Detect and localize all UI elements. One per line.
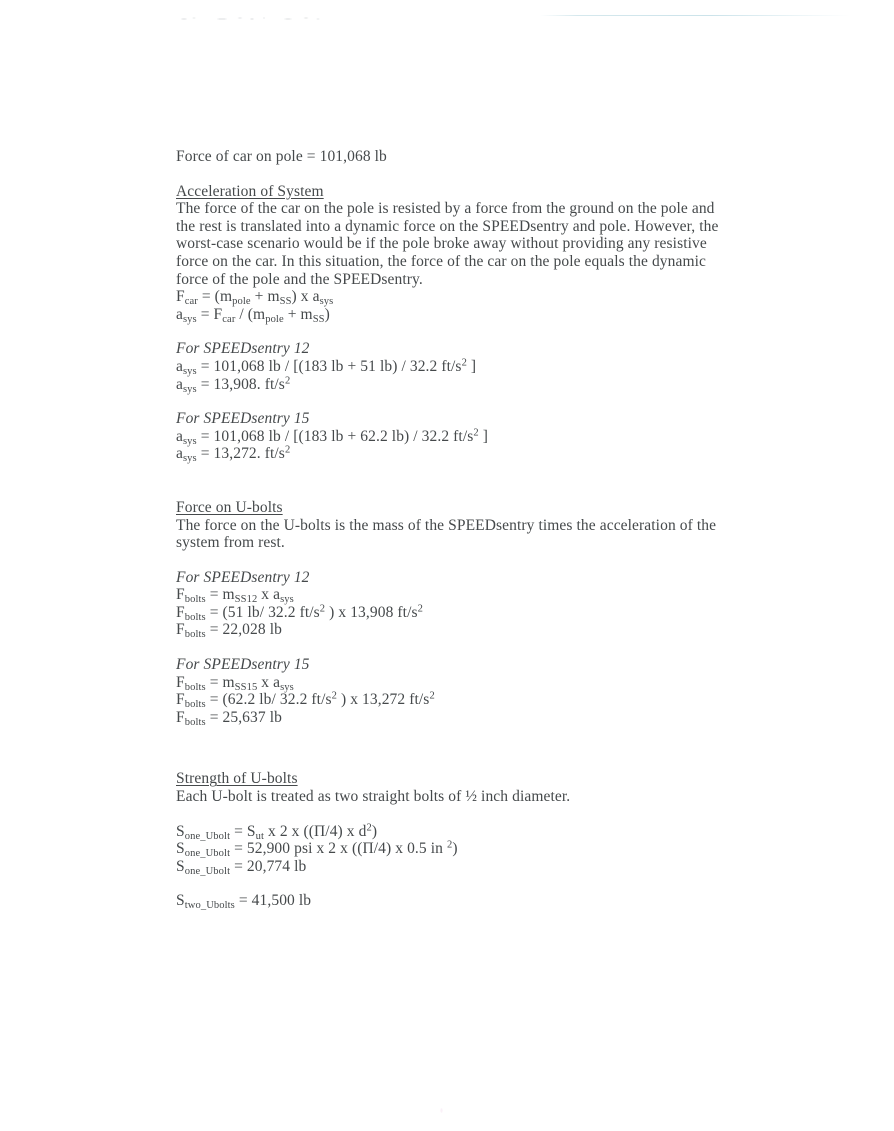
equation-s-one-ubolt-general [176, 823, 736, 841]
eq-text: x 2 x ((Π/4) x d [264, 822, 367, 840]
section-strength-of-u-bolts [176, 770, 736, 910]
scan-artifact-line [540, 15, 850, 16]
eq-subscript: sys [280, 594, 294, 606]
equation-f-bolts-ss15-expanded [176, 691, 736, 709]
eq-text: ) [452, 840, 458, 858]
eq-subscript: two_Ubolts [184, 900, 235, 912]
eq-symbol: F [176, 288, 185, 306]
eq-text: = 52,900 psi x 2 x ((Π/4) x 0.5 in [230, 840, 447, 858]
eq-subscript: sys [280, 681, 294, 693]
equation-f-car [176, 288, 736, 306]
eq-text: ) [324, 305, 330, 323]
eq-text: = 20,774 lb [230, 857, 307, 875]
eq-symbol: a [176, 375, 183, 393]
eq-text: = (m [197, 288, 233, 306]
equation-f-bolts-ss12-result [176, 621, 736, 639]
section-heading-acceleration [176, 183, 736, 201]
eq-subscript: sys [182, 435, 197, 447]
eq-symbol: F [176, 586, 185, 604]
eq-subscript: bolts [184, 629, 206, 641]
eq-subscript: sys [182, 453, 197, 465]
equation-f-bolts-ss15-result [176, 709, 736, 727]
eq-symbol: a [176, 305, 183, 323]
scan-artifact-smudge [178, 14, 328, 23]
case-block-speedsentry-15-acceleration [176, 410, 736, 463]
eq-subscript: sys [182, 383, 197, 395]
eq-subscript: bolts [184, 699, 206, 711]
eq-subscript: one_Ubolt [184, 848, 231, 860]
eq-subscript: bolts [184, 716, 206, 728]
eq-text: ) x 13,272 ft/s [337, 691, 430, 709]
eq-superscript: 2 [473, 427, 479, 439]
eq-symbol: F [176, 603, 185, 621]
equation-a-sys-ss12-result [176, 376, 736, 394]
eq-symbol: S [176, 822, 185, 840]
eq-subscript: bolts [184, 681, 206, 693]
eq-symbol: F [176, 691, 185, 709]
force-of-car-line: Force of car on pole = 101,068 lb [176, 148, 387, 165]
eq-subscript: SS [279, 296, 292, 308]
eq-text: + m [250, 288, 280, 306]
case-subheading: For SPEEDsentry 15 [176, 410, 310, 428]
case-subheading: For SPEEDsentry 12 [176, 340, 310, 358]
eq-text: = 22,028 lb [205, 621, 282, 639]
eq-subscript: SS15 [234, 681, 258, 693]
eq-superscript: 2 [284, 444, 291, 456]
eq-superscript: 2 [461, 357, 467, 369]
eq-text: + m [283, 305, 313, 323]
eq-symbol: a [176, 357, 183, 375]
case-block-speedsentry-15-bolts [176, 656, 736, 726]
eq-text: = (62.2 lb/ 32.2 ft/s [205, 691, 332, 709]
eq-symbol: S [176, 892, 185, 910]
equation-f-bolts-ss12-general [176, 586, 736, 604]
equation-s-two-ubolts-result [176, 892, 736, 910]
heading-text: Acceleration of System [176, 182, 324, 200]
eq-subscript: car [222, 313, 236, 325]
eq-text: = S [230, 822, 256, 840]
eq-subscript: sys [182, 365, 197, 377]
equation-s-one-ubolt-result [176, 858, 736, 876]
eq-symbol: a [176, 445, 183, 463]
heading-text: Force on U-bolts [176, 498, 283, 516]
eq-subscript: ut [255, 830, 265, 842]
eq-symbol: F [176, 621, 185, 639]
equation-a-sys-ss12-expanded [176, 358, 736, 376]
eq-text: x a [257, 673, 281, 691]
equation-a-sys-general [176, 306, 736, 324]
eq-text: = F [196, 305, 223, 323]
eq-text: = (51 lb/ 32.2 ft/s [205, 603, 320, 621]
eq-text: ) x 13,908 ft/s [325, 603, 418, 621]
case-block-speedsentry-12-bolts [176, 569, 736, 639]
eq-subscript: pole [265, 313, 284, 325]
eq-subscript: sys [319, 296, 334, 308]
eq-subscript: pole [232, 296, 251, 308]
eq-text: = m [205, 586, 235, 604]
case-subheading: For SPEEDsentry 12 [176, 568, 310, 586]
eq-subscript: sys [182, 313, 197, 325]
section-paragraph-acceleration: The force of the car on the pole is resisted by a force from the ground on the pole and the rest is translated into a dynamic force on the SPEEDsentry and pole. However, the worst-case scenario would be if the pole broke away without providing any resistive force on the car. In this situation, the force of the car on the pole equals the dynamic force of the pole and the SPEEDsentry. [176, 200, 719, 288]
eq-superscript: 2 [284, 375, 291, 387]
eq-superscript: 2 [331, 690, 337, 702]
eq-superscript: 2 [417, 603, 423, 615]
eq-text: / (m [235, 305, 266, 323]
eq-subscript: bolts [184, 611, 206, 623]
case-subheading: For SPEEDsentry 15 [176, 656, 310, 674]
eq-subscript: SS12 [234, 594, 258, 606]
section-paragraph-force-on-u-bolts: The force on the U-bolts is the mass of the SPEEDsentry times the acceleration of the system from rest. [176, 516, 717, 552]
eq-symbol: S [176, 857, 185, 875]
eq-subscript: car [184, 296, 198, 308]
heading-text: Strength of U-bolts [176, 770, 298, 788]
eq-text: x a [257, 586, 281, 604]
equation-f-bolts-ss15-general [176, 674, 736, 692]
eq-text: ) [371, 822, 378, 840]
section-heading-force-on-u-bolts [176, 499, 736, 517]
equation-a-sys-ss15-result [176, 445, 736, 463]
eq-text: = 25,637 lb [205, 708, 282, 726]
eq-subscript: one_Ubolt [184, 865, 231, 877]
eq-symbol: a [176, 427, 183, 445]
eq-symbol: F [176, 673, 185, 691]
eq-text: = 13,908. ft/s [196, 375, 285, 393]
eq-text: ] [478, 427, 489, 445]
eq-superscript: 2 [366, 822, 372, 834]
section-force-on-u-bolts [176, 499, 736, 727]
eq-subscript: one_Ubolt [184, 830, 231, 842]
eq-text: ) x a [291, 288, 320, 306]
section-heading-strength-of-u-bolts [176, 770, 736, 788]
eq-superscript: 2 [446, 839, 453, 851]
section-acceleration-of-system [176, 183, 736, 463]
eq-subscript: SS [312, 313, 325, 325]
section-paragraph-strength-of-u-bolts: Each U-bolt is treated as two straight bolts of ½ inch diameter. [176, 788, 571, 806]
eq-text: = m [205, 673, 235, 691]
equation-s-one-ubolt-expanded [176, 840, 736, 858]
eq-symbol: F [176, 708, 185, 726]
equation-a-sys-ss15-expanded [176, 428, 736, 446]
eq-subscript: bolts [184, 594, 206, 606]
eq-text: = 41,500 lb [234, 892, 312, 910]
scan-artifact-speck [438, 1106, 445, 1115]
eq-superscript: 2 [319, 603, 326, 615]
equation-f-bolts-ss12-expanded [176, 604, 736, 622]
eq-text: = 101,068 lb / [(183 lb + 51 lb) / 32.2 ft/s [196, 357, 462, 375]
eq-text: ] [466, 357, 477, 375]
eq-superscript: 2 [429, 690, 435, 702]
eq-symbol: S [176, 840, 185, 858]
eq-text: = 13,272. ft/s [196, 445, 285, 463]
case-block-speedsentry-12-acceleration [176, 340, 736, 393]
document-body [176, 148, 736, 910]
eq-text: = 101,068 lb / [(183 lb + 62.2 lb) / 32.2 ft/s [196, 427, 474, 445]
